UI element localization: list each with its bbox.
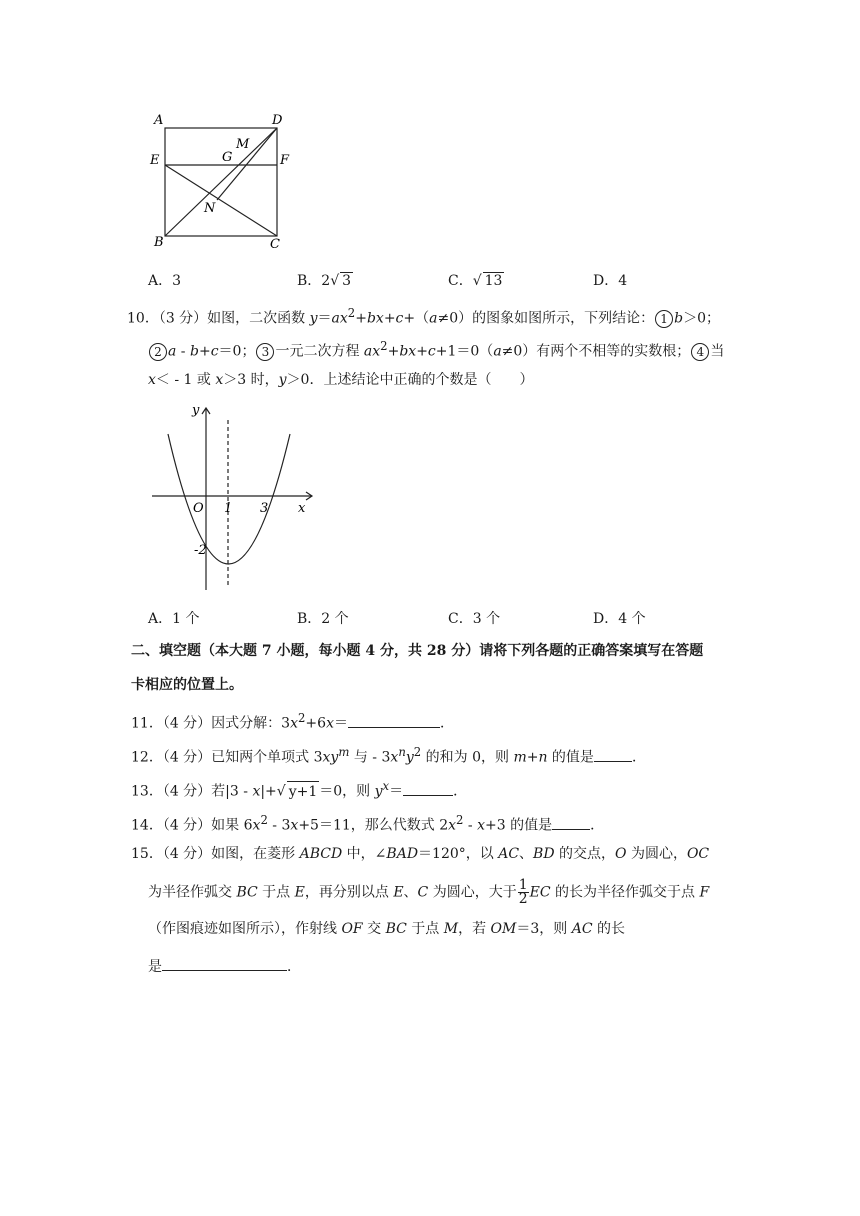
q10-option-d[interactable]: D．4 个	[593, 611, 646, 627]
q10-option-c[interactable]: C．3 个	[448, 611, 501, 627]
q11: 11．（4 分）因式分解：$3x^2+6x=$ ．	[131, 711, 454, 732]
q10-parabola-graph	[150, 400, 320, 595]
label-F: F	[280, 153, 290, 168]
option-c-radicand: 13	[484, 273, 503, 289]
q14-answer-blank[interactable]	[552, 815, 590, 830]
label-D: D	[272, 113, 283, 128]
circle-1: 1	[655, 310, 673, 328]
origin-label: O	[193, 501, 204, 516]
q9-option-b[interactable]: B．2√ 3	[297, 273, 352, 289]
q12-answer-blank[interactable]	[594, 747, 632, 762]
label-B: B	[154, 235, 164, 250]
q10-line-3: x＜ ‐ 1 或 x＞3 时，y＞0．上述结论中正确的个数是（ ）	[148, 372, 534, 388]
section-2-heading-line-1: 二、填空题（本大题 7 小题，每小题 4 分，共 28 分）请将下列各题的正确答案填写在答题	[131, 643, 704, 659]
q15-line-3: （作图痕迹如图所示），作射线 OF 交 BC 于点 M，若 OM＝3，则 AC 的长	[148, 921, 625, 937]
circle-3: 3	[256, 343, 274, 361]
q9-geometry-figure	[140, 108, 300, 253]
q9-option-c[interactable]: C．√ 13	[448, 273, 503, 289]
q9-option-a[interactable]: A．3	[148, 273, 182, 289]
fraction-one-half: $\frac{1}{2}$	[518, 877, 528, 907]
tick-label-neg2: -2	[194, 543, 207, 558]
circle-4: 4	[691, 343, 709, 361]
section-2-heading-line-2: 卡相应的位置上。	[131, 677, 243, 693]
tick-label-1: 1	[224, 501, 233, 516]
q14: 14．（4 分）如果 $6x^2$ ‐ 3x+5＝11，那么代数式 $2x^2$ ‐ x+3 的值是 ．	[131, 813, 605, 834]
q10-line-1: 10．（3 分）如图，二次函数 $y=ax^2+bx+c+(a\ne 0)$的图象如图所示，下列结论： 1 b＞0；	[127, 306, 721, 327]
q10-option-a[interactable]: A．1 个	[148, 611, 200, 627]
label-M: M	[236, 137, 250, 152]
circle-2: 2	[149, 343, 167, 361]
q15-line-4: 是 ．	[148, 956, 301, 977]
q9-option-d[interactable]: D．4	[593, 273, 628, 289]
tick-label-3: 3	[260, 501, 269, 516]
q13: 13．（4 分）若|3 ‐ x|+√ y+1 ＝0，则 $y^x=$ ．	[131, 779, 468, 800]
option-b-coef: 2	[321, 273, 331, 289]
option-b-radicand: 3	[342, 273, 352, 289]
option-c-prefix: C．	[448, 273, 473, 289]
q11-answer-blank[interactable]	[348, 713, 440, 728]
label-A: A	[154, 113, 164, 128]
q12: 12．（4 分）已知两个单项式 $3xy^m$ 与 ‐ $3x^ny^2$ 的和为 0，则 m+n 的值是 ．	[131, 745, 646, 766]
q10-line-2: 2 a ‐ b+c＝0； 3 一元二次方程 $ax^2+bx+c+1=0(a\ne 0)$有两个不相等的实数根； 4 当	[148, 336, 724, 362]
q15-line-1: 15．（4 分）如图，在菱形 ABCD 中，∠BAD＝120°，以 AC、BD 的交点，O 为圆心，OC	[131, 846, 710, 862]
q15-line-2: 为半径作弧交 BC 于点 E，再分别以点 E、C 为圆心，大于 $\frac{1}{2}$ EC 的长为半径作弧交于点 F	[148, 877, 710, 907]
label-C: C	[270, 237, 280, 252]
option-b-prefix: B．	[297, 273, 322, 289]
q13-answer-blank[interactable]	[403, 781, 453, 796]
label-N: N	[204, 201, 216, 216]
q15-answer-blank[interactable]	[162, 956, 287, 971]
axis-label-x: x	[298, 501, 306, 516]
label-E: E	[150, 153, 160, 168]
label-G: G	[222, 150, 233, 165]
axis-label-y: y	[192, 403, 200, 418]
q13-radicand: y+1	[287, 781, 320, 802]
q10-option-b[interactable]: B．2 个	[297, 611, 349, 627]
